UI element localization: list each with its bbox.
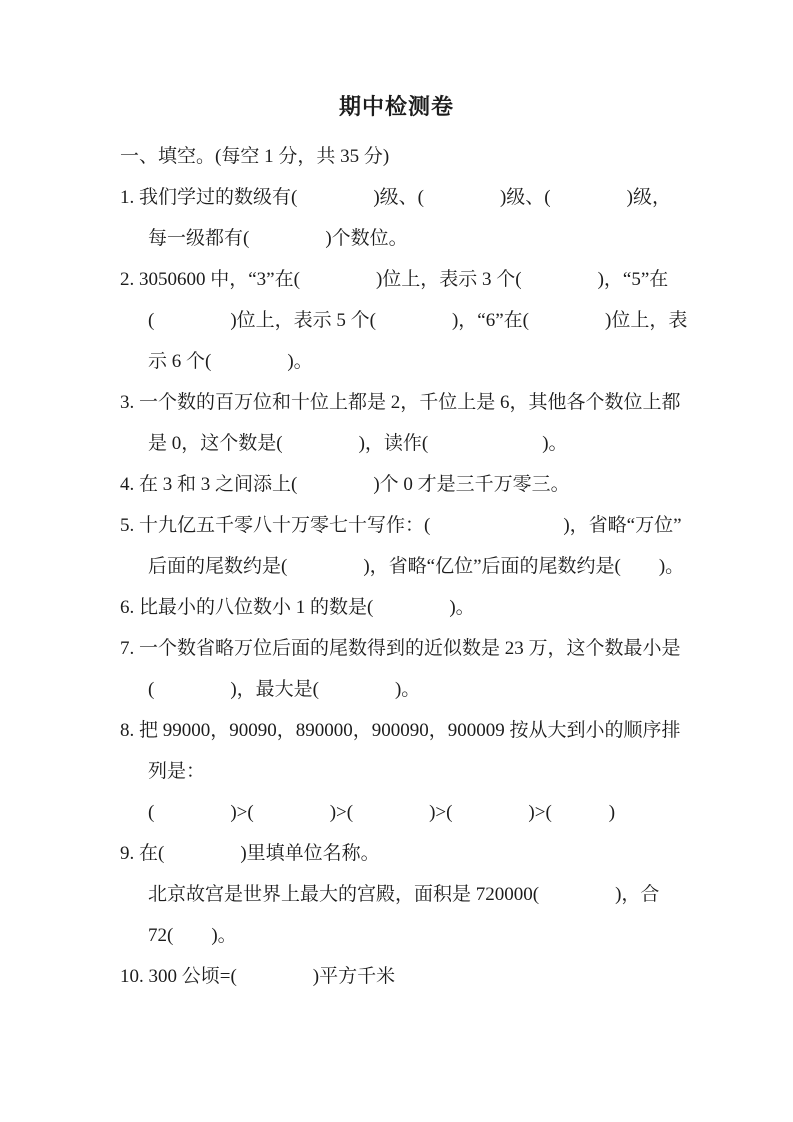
question-7-line-1: 7. 一个数省略万位后面的尾数得到的近似数是 23 万，这个数最小是 — [120, 638, 681, 659]
question-9-line-3: 72( )。 — [148, 925, 237, 946]
question-9-line-2: 北京故宫是世界上最大的宫殿，面积是 720000( )，合 — [148, 884, 660, 905]
question-1-line-1: 1. 我们学过的数级有( )级、( )级、( )级， — [120, 187, 671, 208]
question-5-line-2: 后面的尾数约是( )，省略“亿位”后面的尾数约是( )。 — [148, 556, 685, 577]
question-9-line-1: 9. 在( )里填单位名称。 — [120, 843, 380, 864]
question-1-line-2: 每一级都有( )个数位。 — [148, 228, 408, 249]
question-4-line-1: 4. 在 3 和 3 之间添上( )个 0 才是三千万零三。 — [120, 474, 570, 495]
section-heading: 一、填空。(每空 1 分，共 35 分) — [120, 146, 390, 167]
question-3-line-2: 是 0，这个数是( )，读作( )。 — [148, 433, 568, 454]
question-2-line-2: ( )位上，表示 5 个( )，“6”在( )位上，表 — [148, 310, 688, 331]
question-8-ordering-blanks: ( )>( )>( )>( )>( ) — [148, 802, 616, 823]
question-2-line-3: 示 6 个( )。 — [148, 351, 313, 372]
question-7-line-2: ( )，最大是( )。 — [148, 679, 421, 700]
question-8-line-1: 8. 把 99000，90090，890000，900090，900009 按从大到小的顺序排 — [120, 720, 681, 741]
page-title: 期中检测卷 — [338, 94, 454, 119]
question-6-line-1: 6. 比最小的八位数小 1 的数是( )。 — [120, 597, 475, 618]
question-8-line-2: 列是： — [148, 761, 206, 782]
question-10-line-1: 10. 300 公顷=( )平方千米 — [120, 966, 396, 987]
exam-content — [0, 122, 793, 997]
question-5-line-1: 5. 十九亿五千零八十万零七十写作：( )，省略“万位” — [120, 515, 682, 536]
question-3-line-1: 3. 一个数的百万位和十位上都是 2，千位上是 6，其他各个数位上都 — [120, 392, 681, 413]
question-2-line-1: 2. 3050600 中，“3”在( )位上，表示 3 个( )，“5”在 — [120, 269, 669, 290]
